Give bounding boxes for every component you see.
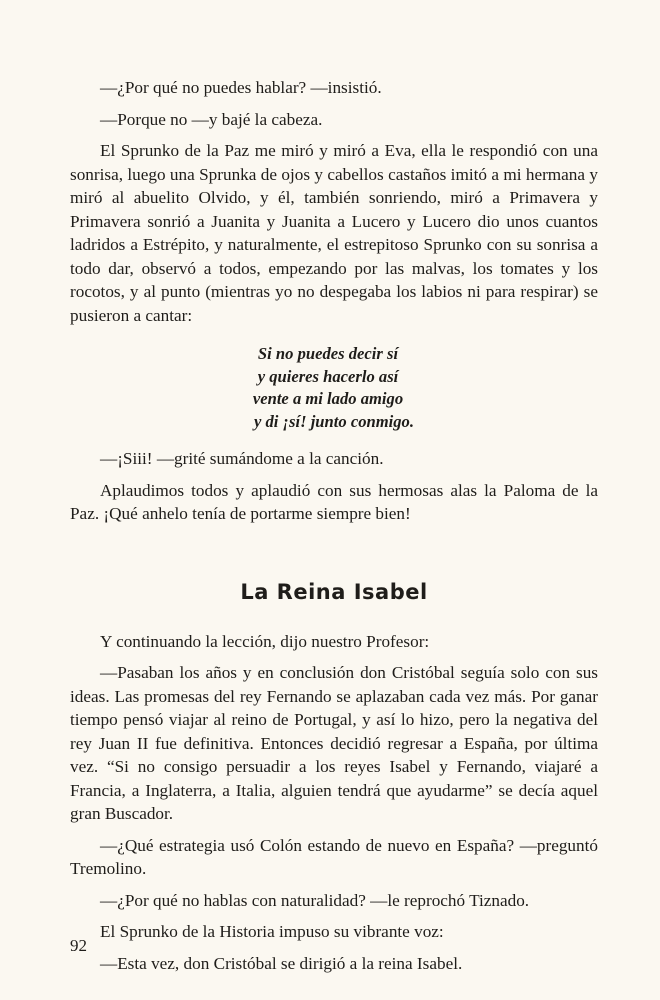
dialogue-paragraph: —Pasaban los años y en conclusión don Cristóbal seguía solo con sus ideas. Las promesas del rey Fernando se aplazaban cada vez más. Por ganar tiempo pensó viajar al reino de Portugal, y así lo hizo, pero la negativa del rey Juan II fue definitiva. Entonces decidió regresar a España, por última vez. “Si no consigo persuadir a los reyes Isabel y Fernando, viajaré a Francia, a Inglaterra, a Italia, alguien tendrá que ayudarme” se decía aquel gran Buscador. <box>70 663 598 823</box>
verse-line: y di ¡sí! junto conmigo. <box>254 411 414 431</box>
dialogue-line: —¿Por qué no puedes hablar? —insistió. <box>100 78 382 97</box>
dialogue-line: —¿Qué estrategia usó Colón estando de nuevo en España? —preguntó Tremolino. <box>70 835 598 878</box>
narrative-paragraph: Y continuando la lección, dijo nuestro Profesor: <box>100 631 430 651</box>
page-body <box>70 76 598 975</box>
verse-line: vente a mi lado amigo <box>252 389 404 408</box>
narrative-paragraph: Aplaudimos todos y aplaudió con sus hermosas alas la Paloma de la Paz. ¡Qué anhelo tenía de portarme siempre bien! <box>70 480 598 523</box>
song-verse <box>70 343 598 433</box>
verse-line: Si no puedes decir sí <box>257 344 399 363</box>
narrative-paragraph: El Sprunko de la Paz me miró y miró a Eva, ella le respondió con una sonrisa, luego una Sprunka de ojos y cabellos castaños imitó a mi hermana y miró al abuelito Olvido, y él, también sonriendo, miró a Primavera y Primavera sonrió a Juanita y Juanita a Lucero y Lucero dio unos cuantos ladridos a Estrépito, y naturalmente, el estrepitoso Sprunko con su sonrisa a todo dar, observó a todos, empezando por las malvas, los tomates y los rocotos, y al punto (mientras yo no despegaba los labios ni para respirar) se pusieron a cantar: <box>70 141 598 325</box>
page-number: 92 <box>70 936 87 955</box>
dialogue-line: —Esta vez, don Cristóbal se dirigió a la reina Isabel. <box>100 953 463 973</box>
dialogue-line: —¡Siii! —grité sumándome a la canción. <box>100 449 384 468</box>
verse-line: y quieres hacerlo así <box>257 366 399 386</box>
narrative-paragraph: El Sprunko de la Historia impuso su vibrante voz: <box>100 922 444 941</box>
dialogue-line: —¿Por qué no hablas con naturalidad? —le reprochó Tiznado. <box>100 890 530 910</box>
section-title: La Reina Isabel <box>240 579 428 604</box>
dialogue-line: —Porque no —y bajé la cabeza. <box>100 109 323 129</box>
